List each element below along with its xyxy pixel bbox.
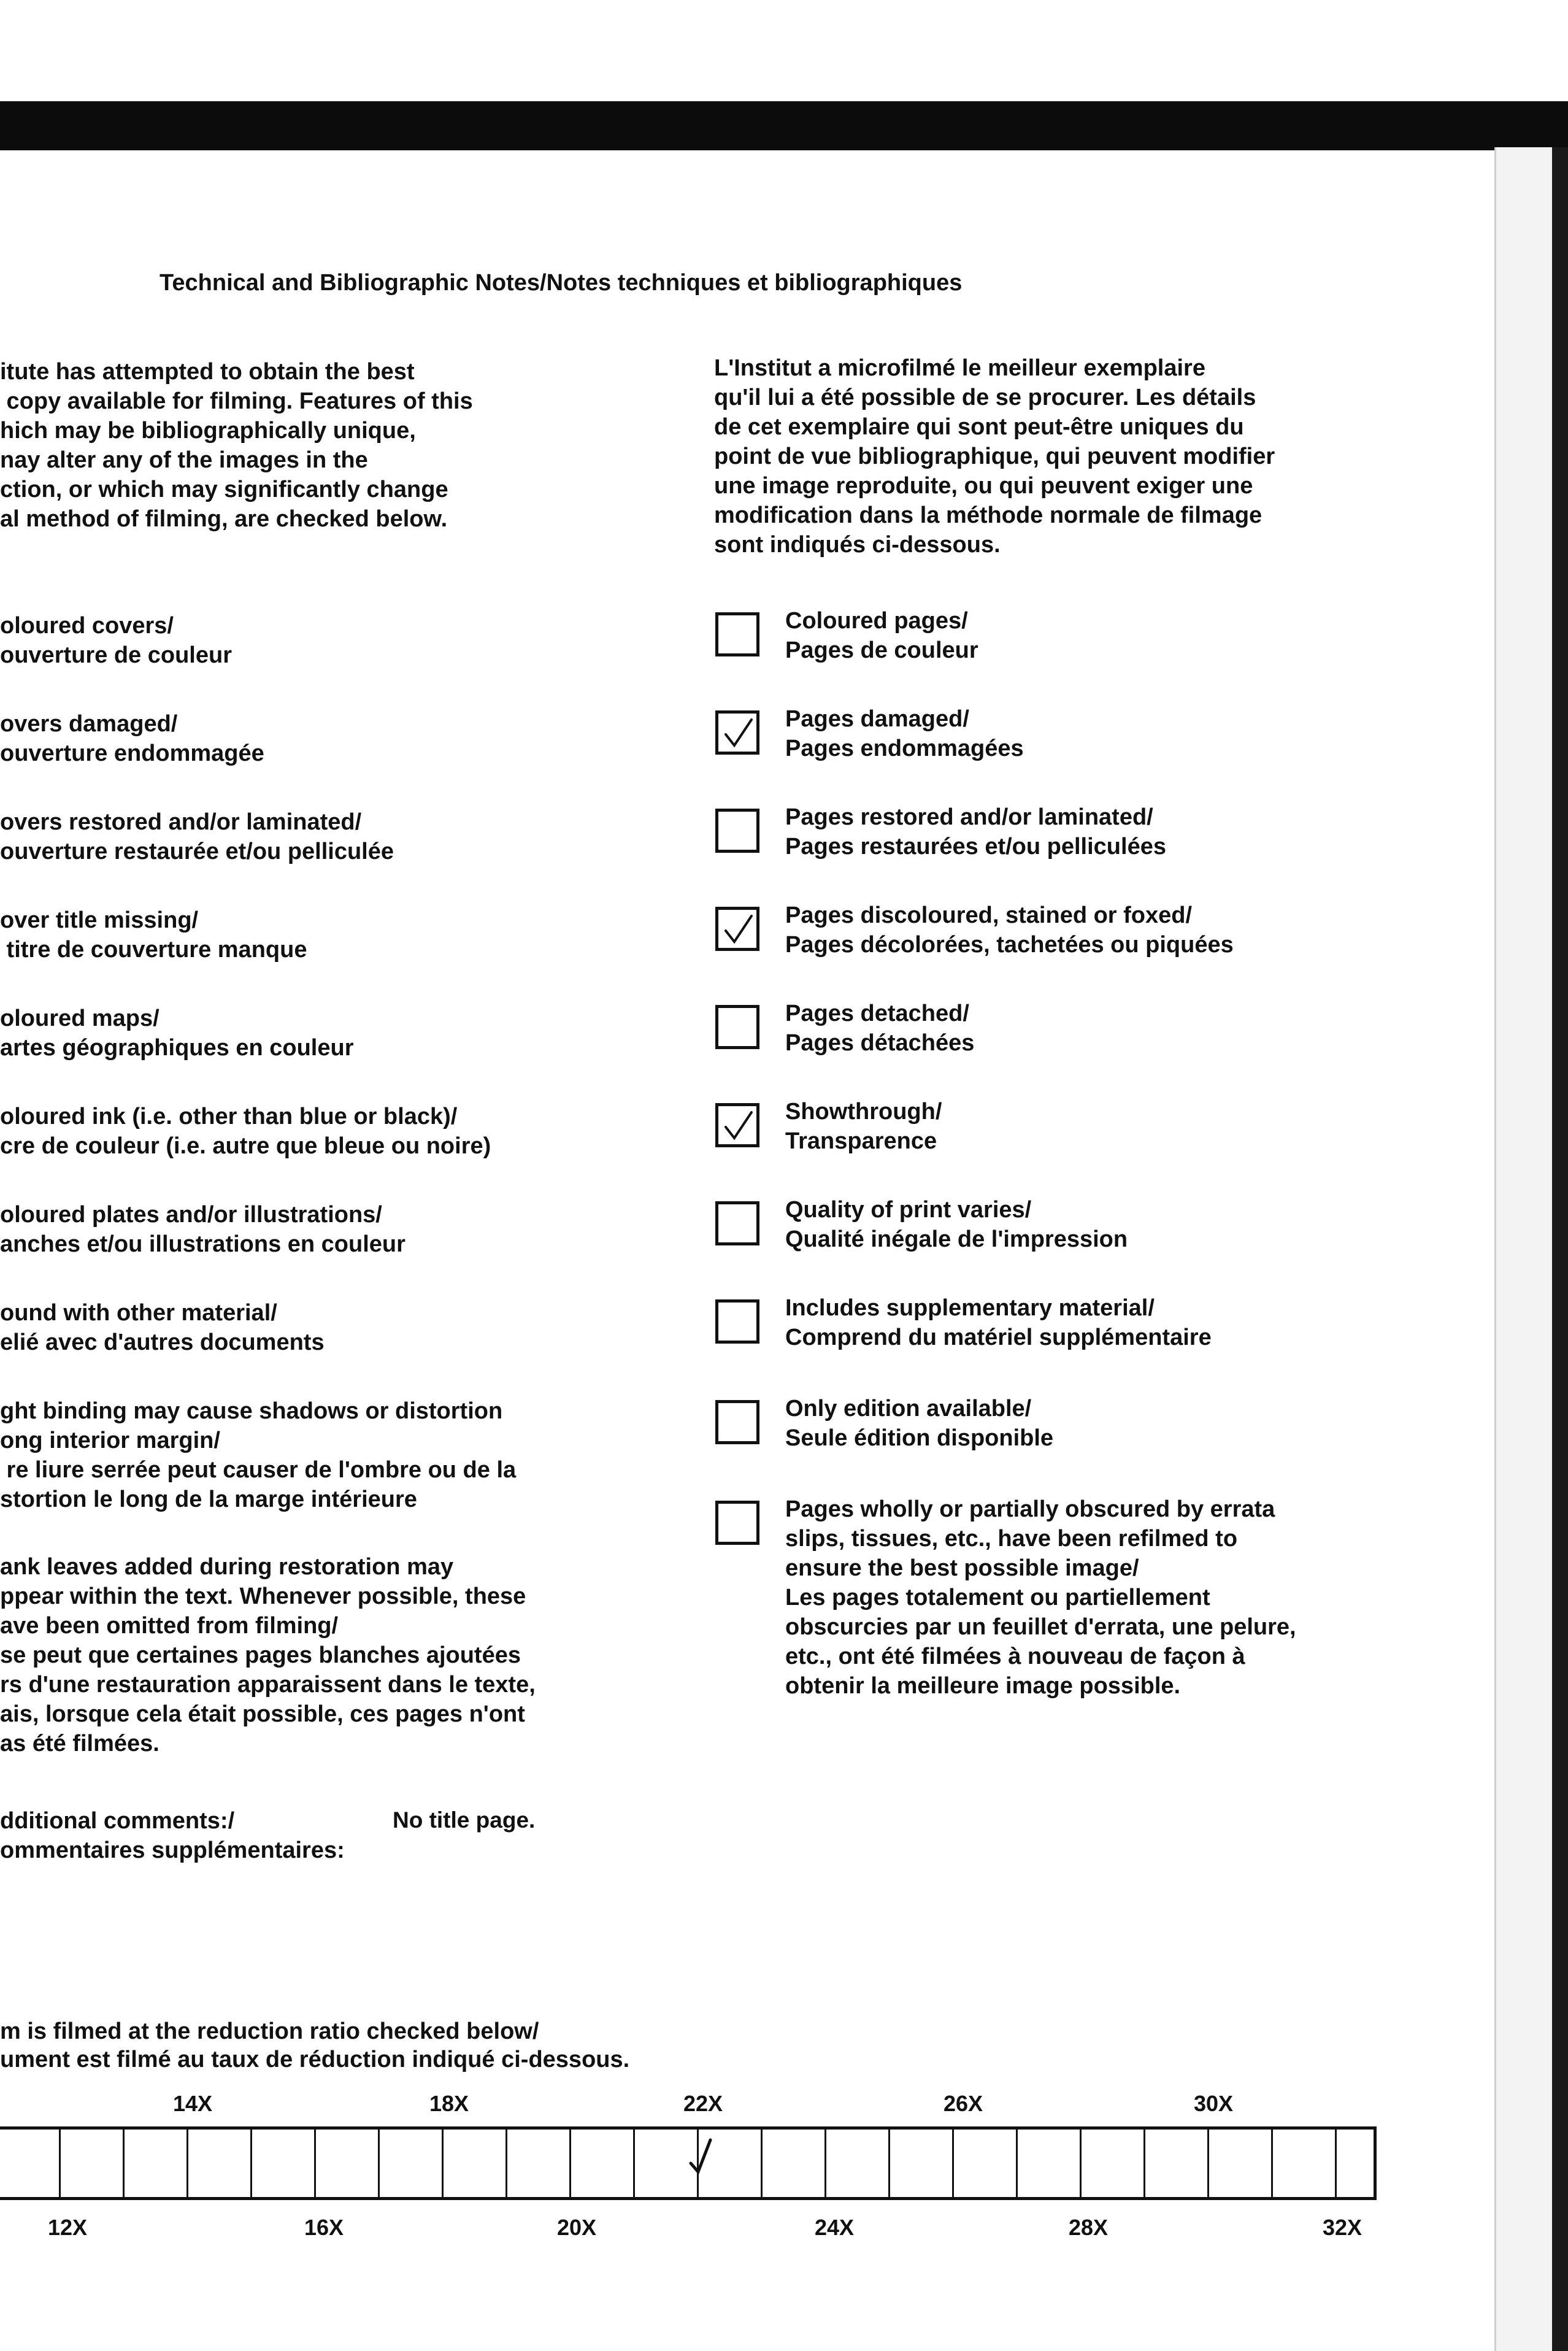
left-item-line: over title missing/ xyxy=(0,907,199,933)
grid-cell-divider xyxy=(1080,2130,1082,2197)
checkbox[interactable] xyxy=(715,1201,759,1245)
grid-cell-divider xyxy=(888,2130,890,2197)
left-item-line: anches et/ou illustrations en couleur xyxy=(0,1231,405,1257)
checkbox[interactable] xyxy=(715,907,759,951)
left-item xyxy=(0,1806,345,1865)
left-item-line: ouverture endommagée xyxy=(0,741,264,766)
scale-label: 22X xyxy=(683,2091,723,2116)
right-item-line: Pages discoloured, stained or foxed/ xyxy=(785,902,1193,928)
right-item-line: Only edition available/ xyxy=(785,1396,1032,1422)
checkbox[interactable] xyxy=(715,809,759,853)
intro-french-line: qu'il lui a été possible de se procurer. Les détails xyxy=(714,385,1256,410)
left-item-line: ouverture de couleur xyxy=(0,642,232,668)
left-item xyxy=(0,1102,491,1161)
intro-english-line: hich may be bibliographically unique, xyxy=(0,418,416,444)
left-item-line: ank leaves added during restoration may xyxy=(0,1554,454,1580)
left-item-line: ave been omitted from filming/ xyxy=(0,1613,339,1639)
checkbox[interactable] xyxy=(715,1005,759,1049)
checkmark-icon xyxy=(723,717,754,749)
scale-label: 18X xyxy=(429,2091,469,2116)
right-item xyxy=(785,1293,1212,1352)
right-item-line: Includes supplementary material/ xyxy=(785,1295,1155,1321)
left-item-line: oloured maps/ xyxy=(0,1006,159,1031)
left-item xyxy=(0,906,307,964)
right-item xyxy=(785,1495,1296,1701)
left-item xyxy=(0,1004,353,1063)
left-item-line: dditional comments:/ xyxy=(0,1808,235,1834)
grid-cell-divider xyxy=(633,2130,635,2197)
right-item-line: obscurcies par un feuillet d'errata, une pelure, xyxy=(785,1614,1296,1640)
intro-french-line: L'Institut a microfilmé le meilleur exemplaire xyxy=(714,355,1205,381)
right-film-border xyxy=(1552,147,1568,2351)
grid-cell-divider xyxy=(761,2130,763,2197)
right-item-line: Pages de couleur xyxy=(785,637,978,663)
right-item xyxy=(785,802,1166,861)
reduction-check-mark xyxy=(686,2136,717,2176)
left-item-line: ommentaires supplémentaires: xyxy=(0,1837,345,1863)
right-item-line: Transparence xyxy=(785,1128,937,1154)
right-item-line: Coloured pages/ xyxy=(785,608,968,634)
intro-french-line: point de vue bibliographique, qui peuvent modifier xyxy=(714,444,1275,469)
right-item-line: ensure the best possible image/ xyxy=(785,1555,1139,1581)
grid-cell-divider xyxy=(1271,2130,1273,2197)
scale-label: 12X xyxy=(47,2215,88,2240)
left-item-line: ouverture restaurée et/ou pelliculée xyxy=(0,839,394,864)
scale-label: 28X xyxy=(1068,2215,1109,2240)
left-item-line: re liure serrée peut causer de l'ombre ou de la xyxy=(0,1457,517,1483)
checkbox[interactable] xyxy=(715,612,759,656)
right-item-line: Comprend du matériel supplémentaire xyxy=(785,1325,1212,1350)
left-item-line: cre de couleur (i.e. autre que bleue ou noire) xyxy=(0,1133,491,1159)
intro-english-line: copy available for filming. Features of this xyxy=(0,388,473,414)
grid-cell-divider xyxy=(59,2130,61,2197)
left-item xyxy=(0,709,264,768)
checkbox[interactable] xyxy=(715,1501,759,1545)
checkmark-icon xyxy=(723,914,754,945)
grid-cell-divider xyxy=(314,2130,316,2197)
right-item-line: Quality of print varies/ xyxy=(785,1197,1032,1223)
intro-english-line: ction, or which may significantly change xyxy=(0,477,448,502)
left-item-line: rs d'une restauration apparaissent dans le texte, xyxy=(0,1672,536,1698)
intro-english-line: nay alter any of the images in the xyxy=(0,447,368,473)
page-title: Technical and Bibliographic Notes/Notes techniques et bibliographiques xyxy=(159,270,963,296)
left-item xyxy=(0,611,232,670)
right-item-line: Pages détachées xyxy=(785,1030,975,1056)
left-item-line: ong interior margin/ xyxy=(0,1428,220,1453)
right-item-line: Qualité inégale de l'impression xyxy=(785,1226,1128,1252)
scale-label: 20X xyxy=(556,2215,597,2240)
right-item-line: Seule édition disponible xyxy=(785,1425,1054,1451)
additional-comments-value: No title page. xyxy=(393,1807,536,1833)
left-item-line: oloured ink (i.e. other than blue or black)/ xyxy=(0,1104,458,1129)
grid-cell-divider xyxy=(442,2130,444,2197)
left-item-line: elié avec d'autres documents xyxy=(0,1329,325,1355)
reduction-ratio-line: ument est filmé au taux de réduction indiqué ci-dessous. xyxy=(0,2047,630,2072)
left-item-line: overs damaged/ xyxy=(0,711,178,737)
scale-label: 30X xyxy=(1193,2091,1234,2116)
grid-cell-divider xyxy=(1016,2130,1018,2197)
intro-english xyxy=(0,357,473,534)
intro-french-line: de cet exemplaire qui sont peut-être uniques du xyxy=(714,414,1244,440)
reduction-ratio-line: m is filmed at the reduction ratio checked below/ xyxy=(0,2018,539,2044)
scale-bottom-labels xyxy=(0,2215,1411,2245)
right-item xyxy=(785,1097,942,1156)
left-item-line: ght binding may cause shadows or distortion xyxy=(0,1398,503,1424)
reduction-ratio-note xyxy=(0,2017,629,2074)
checkbox[interactable] xyxy=(715,1400,759,1444)
left-item xyxy=(0,1298,325,1357)
grid-cell-divider xyxy=(378,2130,380,2197)
left-item xyxy=(0,1200,405,1259)
right-item xyxy=(785,999,974,1058)
grid-cell-divider xyxy=(1143,2130,1145,2197)
checkmark-icon xyxy=(723,1110,754,1142)
left-item-line: stortion le long de la marge intérieure xyxy=(0,1487,417,1512)
left-item-line: artes géographiques en couleur xyxy=(0,1035,354,1061)
checkbox[interactable] xyxy=(715,1299,759,1344)
right-item-line: Pages restored and/or laminated/ xyxy=(785,804,1153,830)
right-item xyxy=(785,1394,1053,1453)
left-item-line: ppear within the text. Whenever possible, these xyxy=(0,1583,526,1609)
grid-cell-divider xyxy=(186,2130,188,2197)
right-item-line: Pages endommagées xyxy=(785,736,1024,761)
left-item-line: ais, lorsque cela était possible, ces pages n'ont xyxy=(0,1701,525,1727)
grid-cell-divider xyxy=(952,2130,954,2197)
right-item-line: Pages detached/ xyxy=(785,1001,969,1026)
right-item-line: Les pages totalement ou partiellement xyxy=(785,1585,1210,1610)
grid-cell-divider xyxy=(505,2130,507,2197)
grid-cell-divider xyxy=(569,2130,571,2197)
right-item xyxy=(785,901,1234,960)
top-film-border xyxy=(0,101,1568,150)
right-item xyxy=(785,1195,1128,1254)
grid-cell-divider xyxy=(123,2130,125,2197)
right-item-line: obtenir la meilleure image possible. xyxy=(785,1673,1181,1699)
left-item-line: overs restored and/or laminated/ xyxy=(0,809,362,835)
intro-english-line: itute has attempted to obtain the best xyxy=(0,359,415,385)
right-item-line: Pages wholly or partially obscured by errata xyxy=(785,1496,1275,1522)
scale-label: 16X xyxy=(304,2215,344,2240)
left-item-line: as été filmées. xyxy=(0,1731,159,1757)
right-item-line: Showthrough/ xyxy=(785,1099,942,1125)
left-item-line: oloured plates and/or illustrations/ xyxy=(0,1202,382,1228)
scale-top-labels xyxy=(0,2091,1411,2122)
checkbox[interactable] xyxy=(715,1103,759,1147)
grid-cell-divider xyxy=(824,2130,826,2197)
checkbox[interactable] xyxy=(715,710,759,755)
right-item-line: Pages damaged/ xyxy=(785,706,969,732)
intro-french-line: sont indiqués ci-dessous. xyxy=(714,532,1001,558)
right-item-line: slips, tissues, etc., have been refilmed to xyxy=(785,1526,1238,1552)
right-item-line: Pages restaurées et/ou pelliculées xyxy=(785,834,1166,860)
grid-cell-divider xyxy=(1207,2130,1209,2197)
intro-french xyxy=(714,353,1275,560)
scale-label: 24X xyxy=(814,2215,855,2240)
intro-french-line: modification dans la méthode normale de filmage xyxy=(714,502,1262,528)
left-item-line: se peut que certaines pages blanches ajoutées xyxy=(0,1642,521,1668)
right-item xyxy=(785,606,978,665)
left-item xyxy=(0,1552,536,1758)
left-item-line: ound with other material/ xyxy=(0,1300,277,1326)
right-item xyxy=(785,704,1024,763)
intro-french-line: une image reproduite, ou qui peuvent exiger une xyxy=(714,473,1253,499)
scale-label: 14X xyxy=(172,2091,213,2116)
scale-label: 26X xyxy=(943,2091,983,2116)
right-item-line: etc., ont été filmées à nouveau de façon à xyxy=(785,1644,1245,1669)
left-item xyxy=(0,1396,516,1514)
grid-cell-divider xyxy=(1335,2130,1337,2197)
scale-label: 32X xyxy=(1322,2215,1362,2240)
left-item-line: oloured covers/ xyxy=(0,613,174,639)
intro-english-line: al method of filming, are checked below. xyxy=(0,506,448,532)
left-item-line: titre de couverture manque xyxy=(0,937,307,963)
grid-cell-divider xyxy=(250,2130,252,2197)
left-item xyxy=(0,807,394,866)
right-item-line: Pages décolorées, tachetées ou piquées xyxy=(785,932,1234,958)
